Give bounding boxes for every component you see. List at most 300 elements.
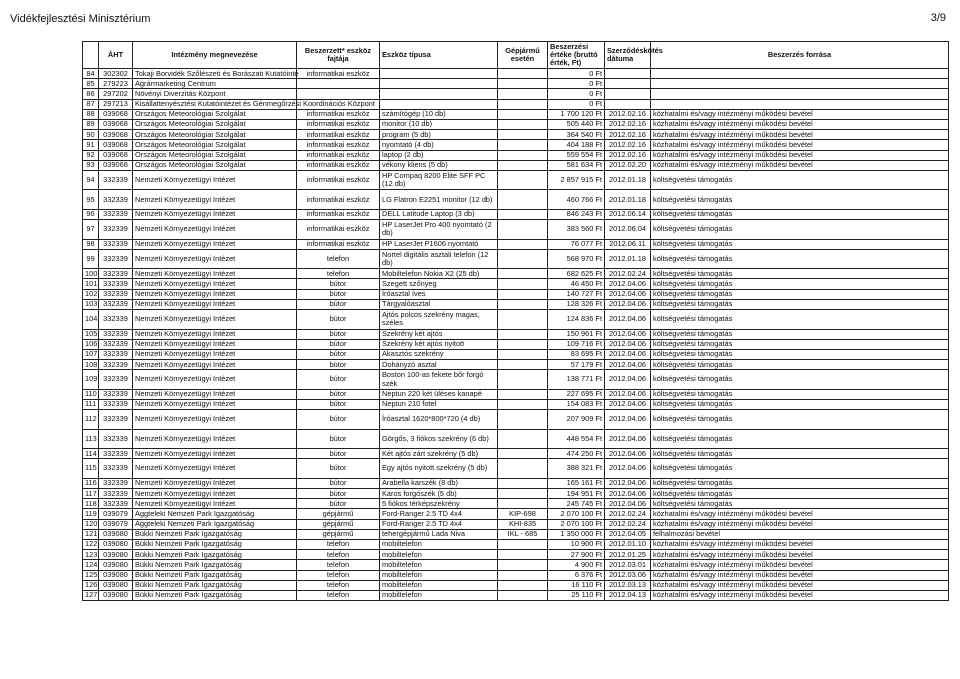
asset-kind: bútor <box>297 349 380 359</box>
institution-name: Nemzeti Környezetügyi Intézet <box>133 220 297 240</box>
vehicle-plate <box>498 249 548 269</box>
aht-code: 332339 <box>99 279 133 289</box>
row-number: 115 <box>83 459 99 479</box>
asset-kind: bútor <box>297 459 380 479</box>
institution-name: Bükki Nemzeti Park Igazgatóság <box>133 570 297 580</box>
asset-type: HP LaserJet P1606 nyomtató <box>380 239 498 249</box>
funding-source: közhatalmi és/vagy intézményi működési bevétel <box>651 519 949 529</box>
institution-name: Országos Meteorológiai Szolgálat <box>133 119 297 129</box>
asset-type <box>380 89 498 99</box>
asset-type: számítógép (10 db) <box>380 109 498 119</box>
vehicle-plate <box>498 269 548 279</box>
purchase-value: 2 070 100 Ft <box>548 519 605 529</box>
institution-name: Nemzeti Környezetügyi Intézet <box>133 429 297 449</box>
row-number: 113 <box>83 429 99 449</box>
contract-date: 2012.04.06 <box>605 349 651 359</box>
institution-name: Nemzeti Környezetügyi Intézet <box>133 389 297 399</box>
purchase-value: 109 716 Ft <box>548 339 605 349</box>
contract-date: 2012.01.18 <box>605 170 651 190</box>
asset-type: tehergépjármű Lada Niva <box>380 529 498 539</box>
funding-source: közhatalmi és/vagy intézményi működési bevétel <box>651 509 949 519</box>
asset-type: Arabella karszék (8 db) <box>380 478 498 488</box>
column-header: Gépjármű esetén <box>498 42 548 69</box>
aht-code: 297202 <box>99 89 133 99</box>
contract-date: 2012.04.06 <box>605 449 651 459</box>
asset-kind: telefon <box>297 560 380 570</box>
funding-source: költségvetési támogatás <box>651 269 949 279</box>
asset-kind: telefon <box>297 249 380 269</box>
purchase-value: 682 625 Ft <box>548 269 605 279</box>
aht-code: 039080 <box>99 539 133 549</box>
purchase-value: 0 Ft <box>548 69 605 79</box>
row-number: 103 <box>83 299 99 309</box>
purchase-value: 6 376 Ft <box>548 570 605 580</box>
vehicle-plate <box>498 190 548 210</box>
vehicle-plate <box>498 150 548 160</box>
contract-date: 2012.01.10 <box>605 539 651 549</box>
contract-date: 2012.02.16 <box>605 109 651 119</box>
vehicle-plate <box>498 329 548 339</box>
vehicle-plate <box>498 489 548 499</box>
vehicle-plate <box>498 478 548 488</box>
purchase-value: 2 070 100 Ft <box>548 509 605 519</box>
contract-date: 2012.04.06 <box>605 310 651 330</box>
row-number: 123 <box>83 550 99 560</box>
asset-kind: telefon <box>297 590 380 600</box>
purchase-value: 140 727 Ft <box>548 289 605 299</box>
purchase-value: 474 250 Ft <box>548 449 605 459</box>
funding-source: költségvetési támogatás <box>651 279 949 289</box>
asset-type: nyomtató (4 db) <box>380 140 498 150</box>
ministry-name: Vidékfejlesztési Minisztérium <box>10 13 151 25</box>
contract-date: 2012.04.05 <box>605 529 651 539</box>
table-row <box>83 590 949 600</box>
contract-date: 2012.03.01 <box>605 560 651 570</box>
funding-source: költségvetési támogatás <box>651 289 949 299</box>
funding-source: költségvetési támogatás <box>651 170 949 190</box>
asset-type: Görgős, 3 fiókos szekrény (6 db) <box>380 429 498 449</box>
row-number: 104 <box>83 310 99 330</box>
institution-name: Nemzeti Környezetügyi Intézet <box>133 370 297 390</box>
aht-code: 332339 <box>99 370 133 390</box>
row-number: 109 <box>83 370 99 390</box>
asset-type: Szekrény két ajtós nyitott <box>380 339 498 349</box>
institution-name: Kisállattenyésztési Kutatóintézet és Génmegőrzési Koordinációs Központ <box>133 99 297 109</box>
table-row <box>83 269 949 279</box>
contract-date: 2012.04.06 <box>605 289 651 299</box>
column-header: Beszerzési értéke (bruttó érték, Ft) <box>548 42 605 69</box>
asset-type: Akasztós szekrény <box>380 349 498 359</box>
aht-code: 332339 <box>99 310 133 330</box>
asset-kind: informatikai eszköz <box>297 190 380 210</box>
institution-name: Nemzeti Környezetügyi Intézet <box>133 289 297 299</box>
vehicle-plate: KHI-835 <box>498 519 548 529</box>
asset-kind: informatikai eszköz <box>297 170 380 190</box>
table-row <box>83 220 949 240</box>
vehicle-plate <box>498 459 548 479</box>
vehicle-plate <box>498 310 548 330</box>
vehicle-plate <box>498 99 548 109</box>
contract-date: 2012.02.24 <box>605 509 651 519</box>
funding-source: költségvetési támogatás <box>651 310 949 330</box>
table-row <box>83 140 949 150</box>
institution-name: Bükki Nemzeti Park Igazgatóság <box>133 590 297 600</box>
contract-date: 2012.04.06 <box>605 339 651 349</box>
table-row <box>83 550 949 560</box>
vehicle-plate <box>498 170 548 190</box>
institution-name: Nemzeti Környezetügyi Intézet <box>133 489 297 499</box>
vehicle-plate <box>498 140 548 150</box>
aht-code: 332339 <box>99 429 133 449</box>
table-row <box>83 150 949 160</box>
row-number: 94 <box>83 170 99 190</box>
row-number: 114 <box>83 449 99 459</box>
asset-kind: bútor <box>297 329 380 339</box>
contract-date: 2012.04.13 <box>605 590 651 600</box>
vehicle-plate <box>498 289 548 299</box>
purchase-value: 0 Ft <box>548 89 605 99</box>
table-row <box>83 79 949 89</box>
vehicle-plate <box>498 550 548 560</box>
purchase-value: 2 857 915 Ft <box>548 170 605 190</box>
funding-source: költségvetési támogatás <box>651 329 949 339</box>
page-header <box>0 0 960 36</box>
contract-date: 2012.04.06 <box>605 499 651 509</box>
vehicle-plate <box>498 89 548 99</box>
funding-source: költségvetési támogatás <box>651 459 949 479</box>
purchase-value: 138 771 Ft <box>548 370 605 390</box>
purchase-value: 154 083 Ft <box>548 399 605 409</box>
purchase-value: 505 440 Ft <box>548 119 605 129</box>
contract-date: 2012.01.18 <box>605 249 651 269</box>
row-number: 102 <box>83 289 99 299</box>
aht-code: 332339 <box>99 289 133 299</box>
table-row <box>83 519 949 529</box>
funding-source: költségvetési támogatás <box>651 249 949 269</box>
purchase-value: 1 700 120 Ft <box>548 109 605 119</box>
row-number: 111 <box>83 399 99 409</box>
institution-name: Nemzeti Környezetügyi Intézet <box>133 349 297 359</box>
table-row <box>83 289 949 299</box>
asset-type: Ford-Ranger 2.5 TD 4x4 <box>380 519 498 529</box>
row-number: 125 <box>83 570 99 580</box>
asset-type <box>380 79 498 89</box>
vehicle-plate <box>498 349 548 359</box>
asset-kind: telefon <box>297 269 380 279</box>
vehicle-plate <box>498 130 548 140</box>
purchase-value: 83 695 Ft <box>548 349 605 359</box>
aht-code: 332339 <box>99 459 133 479</box>
funding-source: közhatalmi és/vagy intézményi működési bevétel <box>651 109 949 119</box>
vehicle-plate <box>498 69 548 79</box>
table-row <box>83 489 949 499</box>
contract-date: 2012.01.25 <box>605 550 651 560</box>
purchase-value: 0 Ft <box>548 99 605 109</box>
funding-source: közhatalmi és/vagy intézményi működési bevétel <box>651 580 949 590</box>
contract-date <box>605 79 651 89</box>
vehicle-plate <box>498 119 548 129</box>
row-number: 85 <box>83 79 99 89</box>
table-body <box>83 69 949 601</box>
row-number: 98 <box>83 239 99 249</box>
table-row <box>83 449 949 459</box>
table-row <box>83 399 949 409</box>
row-number: 126 <box>83 580 99 590</box>
row-number: 90 <box>83 130 99 140</box>
contract-date: 2012.04.06 <box>605 489 651 499</box>
row-number: 121 <box>83 529 99 539</box>
contract-date: 2012.03.13 <box>605 580 651 590</box>
funding-source: költségvetési támogatás <box>651 449 949 459</box>
table-row <box>83 539 949 549</box>
aht-code: 332339 <box>99 489 133 499</box>
table-row <box>83 360 949 370</box>
purchase-value: 128 326 Ft <box>548 299 605 309</box>
asset-kind: bútor <box>297 489 380 499</box>
institution-name: Agrármarketing Centrum <box>133 79 297 89</box>
asset-kind: bútor <box>297 449 380 459</box>
institution-name: Nemzeti Környezetügyi Intézet <box>133 399 297 409</box>
aht-code: 039068 <box>99 119 133 129</box>
institution-name: Bükki Nemzeti Park Igazgatóság <box>133 550 297 560</box>
asset-kind: gépjármű <box>297 529 380 539</box>
asset-type: Karos forgószék (5 db) <box>380 489 498 499</box>
table-row <box>83 249 949 269</box>
aht-code: 039068 <box>99 150 133 160</box>
table-row <box>83 310 949 330</box>
contract-date: 2012.06.04 <box>605 220 651 240</box>
institution-name: Bükki Nemzeti Park Igazgatóság <box>133 529 297 539</box>
aht-code: 039080 <box>99 529 133 539</box>
aht-code: 039080 <box>99 580 133 590</box>
vehicle-plate <box>498 449 548 459</box>
asset-type: vékony kliens (5 db) <box>380 160 498 170</box>
institution-name: Növényi Diverzitás Központ <box>133 89 297 99</box>
purchase-value: 0 Ft <box>548 79 605 89</box>
funding-source: költségvetési támogatás <box>651 429 949 449</box>
asset-kind: bútor <box>297 360 380 370</box>
purchase-value: 227 695 Ft <box>548 389 605 399</box>
asset-kind: bútor <box>297 389 380 399</box>
vehicle-plate <box>498 279 548 289</box>
contract-date: 2012.04.06 <box>605 370 651 390</box>
asset-kind: telefon <box>297 550 380 560</box>
table-row <box>83 478 949 488</box>
institution-name: Nemzeti Környezetügyi Intézet <box>133 299 297 309</box>
vehicle-plate <box>498 429 548 449</box>
institution-name: Nemzeti Környezetügyi Intézet <box>133 410 297 430</box>
asset-type <box>380 99 498 109</box>
institution-name: Nemzeti Környezetügyi Intézet <box>133 269 297 279</box>
vehicle-plate <box>498 360 548 370</box>
institution-name: Országos Meteorológiai Szolgálat <box>133 160 297 170</box>
aht-code: 332339 <box>99 349 133 359</box>
funding-source: közhatalmi és/vagy intézményi működési bevétel <box>651 590 949 600</box>
asset-type: DELL Latitude Laptop (3 db) <box>380 209 498 219</box>
row-number: 120 <box>83 519 99 529</box>
aht-code: 332339 <box>99 478 133 488</box>
asset-type: Ajtós polcos szekrény magas, széles <box>380 310 498 330</box>
vehicle-plate <box>498 410 548 430</box>
purchase-value: 559 554 Ft <box>548 150 605 160</box>
contract-date: 2012.04.06 <box>605 459 651 479</box>
column-header: Beszerzés forrása <box>651 42 949 69</box>
institution-name: Nemzeti Környezetügyi Intézet <box>133 499 297 509</box>
contract-date: 2012.06.11 <box>605 239 651 249</box>
purchase-value: 460 766 Ft <box>548 190 605 210</box>
institution-name: Nemzeti Környezetügyi Intézet <box>133 310 297 330</box>
funding-source: közhatalmi és/vagy intézményi működési bevétel <box>651 160 949 170</box>
contract-date: 2012.04.06 <box>605 410 651 430</box>
contract-date <box>605 69 651 79</box>
institution-name: Nemzeti Környezetügyi Intézet <box>133 170 297 190</box>
asset-type: mobiltelefon <box>380 550 498 560</box>
funding-source: költségvetési támogatás <box>651 220 949 240</box>
row-number: 84 <box>83 69 99 79</box>
contract-date: 2012.02.24 <box>605 519 651 529</box>
row-number: 100 <box>83 269 99 279</box>
asset-kind: informatikai eszköz <box>297 119 380 129</box>
asset-kind: bútor <box>297 299 380 309</box>
funding-source: költségvetési támogatás <box>651 399 949 409</box>
asset-kind <box>297 79 380 89</box>
aht-code: 332339 <box>99 209 133 219</box>
table-row <box>83 89 949 99</box>
asset-kind <box>297 89 380 99</box>
vehicle-plate <box>498 570 548 580</box>
row-number: 124 <box>83 560 99 570</box>
contract-date: 2012.04.06 <box>605 399 651 409</box>
asset-type: 5 fiókos térképszekrény <box>380 499 498 509</box>
contract-date: 2012.03.06 <box>605 570 651 580</box>
column-header: Intézmény megnevezése <box>133 42 297 69</box>
asset-type: Íróasztal íves <box>380 289 498 299</box>
asset-type <box>380 69 498 79</box>
aht-code: 332339 <box>99 410 133 430</box>
asset-kind: bútor <box>297 499 380 509</box>
aht-code: 039068 <box>99 160 133 170</box>
table-row <box>83 410 949 430</box>
asset-type: Szegett szőnyeg <box>380 279 498 289</box>
asset-kind: informatikai eszköz <box>297 109 380 119</box>
purchase-value: 568 970 Ft <box>548 249 605 269</box>
institution-name: Bükki Nemzeti Park Igazgatóság <box>133 539 297 549</box>
table-row <box>83 570 949 580</box>
table-row <box>83 349 949 359</box>
funding-source: költségvetési támogatás <box>651 370 949 390</box>
row-number: 105 <box>83 329 99 339</box>
aht-code: 039080 <box>99 550 133 560</box>
institution-name: Aggteleki Nemzeti Park Igazgatóság <box>133 509 297 519</box>
vehicle-plate <box>498 399 548 409</box>
purchase-value: 46 450 Ft <box>548 279 605 289</box>
asset-type: Boston 100-as fekete bőr forgó szék <box>380 370 498 390</box>
row-number: 122 <box>83 539 99 549</box>
table-row <box>83 130 949 140</box>
aht-code: 332339 <box>99 360 133 370</box>
row-number: 97 <box>83 220 99 240</box>
asset-type: mobiltelefon <box>380 539 498 549</box>
vehicle-plate <box>498 160 548 170</box>
aht-code: 279223 <box>99 79 133 89</box>
table-row <box>83 429 949 449</box>
asset-kind: informatikai eszköz <box>297 209 380 219</box>
table-row <box>83 279 949 289</box>
purchase-value: 27 900 Ft <box>548 550 605 560</box>
contract-date: 2012.02.16 <box>605 119 651 129</box>
purchase-value: 207 909 Ft <box>548 410 605 430</box>
institution-name: Nemzeti Környezetügyi Intézet <box>133 239 297 249</box>
institution-name: Aggteleki Nemzeti Park Igazgatóság <box>133 519 297 529</box>
contract-date: 2012.02.20 <box>605 160 651 170</box>
institution-name: Nemzeti Környezetügyi Intézet <box>133 459 297 479</box>
asset-kind: bútor <box>297 478 380 488</box>
purchase-value: 388 321 Ft <box>548 459 605 479</box>
asset-kind: informatikai eszköz <box>297 150 380 160</box>
asset-kind: telefon <box>297 570 380 580</box>
vehicle-plate <box>498 239 548 249</box>
table-row <box>83 160 949 170</box>
purchase-value: 76 077 Ft <box>548 239 605 249</box>
row-number: 101 <box>83 279 99 289</box>
asset-kind: telefon <box>297 539 380 549</box>
asset-kind: bútor <box>297 370 380 390</box>
institution-name: Bükki Nemzeti Park Igazgatóság <box>133 560 297 570</box>
asset-type: Ford-Ranger 2.5 TD 4x4 <box>380 509 498 519</box>
vehicle-plate <box>498 499 548 509</box>
institution-name: Bükki Nemzeti Park Igazgatóság <box>133 580 297 590</box>
row-number: 99 <box>83 249 99 269</box>
institution-name: Nemzeti Környezetügyi Intézet <box>133 190 297 210</box>
asset-kind: bútor <box>297 429 380 449</box>
funding-source: közhatalmi és/vagy intézményi működési bevétel <box>651 560 949 570</box>
funding-source: költségvetési támogatás <box>651 239 949 249</box>
purchase-value: 57 179 Ft <box>548 360 605 370</box>
aht-code: 332339 <box>99 269 133 279</box>
aht-code: 332339 <box>99 220 133 240</box>
aht-code: 039068 <box>99 109 133 119</box>
table-row <box>83 329 949 339</box>
row-number: 118 <box>83 499 99 509</box>
funding-source: költségvetési támogatás <box>651 299 949 309</box>
row-number: 107 <box>83 349 99 359</box>
aht-code: 039080 <box>99 570 133 580</box>
table-row <box>83 499 949 509</box>
asset-kind: bútor <box>297 279 380 289</box>
funding-source: költségvetési támogatás <box>651 190 949 210</box>
row-number: 96 <box>83 209 99 219</box>
column-header: Eszköz típusa <box>380 42 498 69</box>
asset-type: LG Flatron E2251 monitor (12 db) <box>380 190 498 210</box>
asset-kind: informatikai eszköz <box>297 130 380 140</box>
aht-code: 332339 <box>99 190 133 210</box>
purchase-value: 364 540 Ft <box>548 130 605 140</box>
contract-date: 2012.06.14 <box>605 209 651 219</box>
contract-date <box>605 89 651 99</box>
institution-name: Nemzeti Környezetügyi Intézet <box>133 449 297 459</box>
row-number: 95 <box>83 190 99 210</box>
aht-code: 039080 <box>99 590 133 600</box>
asset-type: program (5 db) <box>380 130 498 140</box>
contract-date: 2012.04.06 <box>605 279 651 289</box>
funding-source: költségvetési támogatás <box>651 209 949 219</box>
vehicle-plate <box>498 370 548 390</box>
institution-name: Nemzeti Környezetügyi Intézet <box>133 339 297 349</box>
vehicle-plate: IKL - 685 <box>498 529 548 539</box>
asset-kind: bútor <box>297 410 380 430</box>
asset-type: laptop (2 db) <box>380 150 498 160</box>
asset-type: mobiltelefon <box>380 590 498 600</box>
